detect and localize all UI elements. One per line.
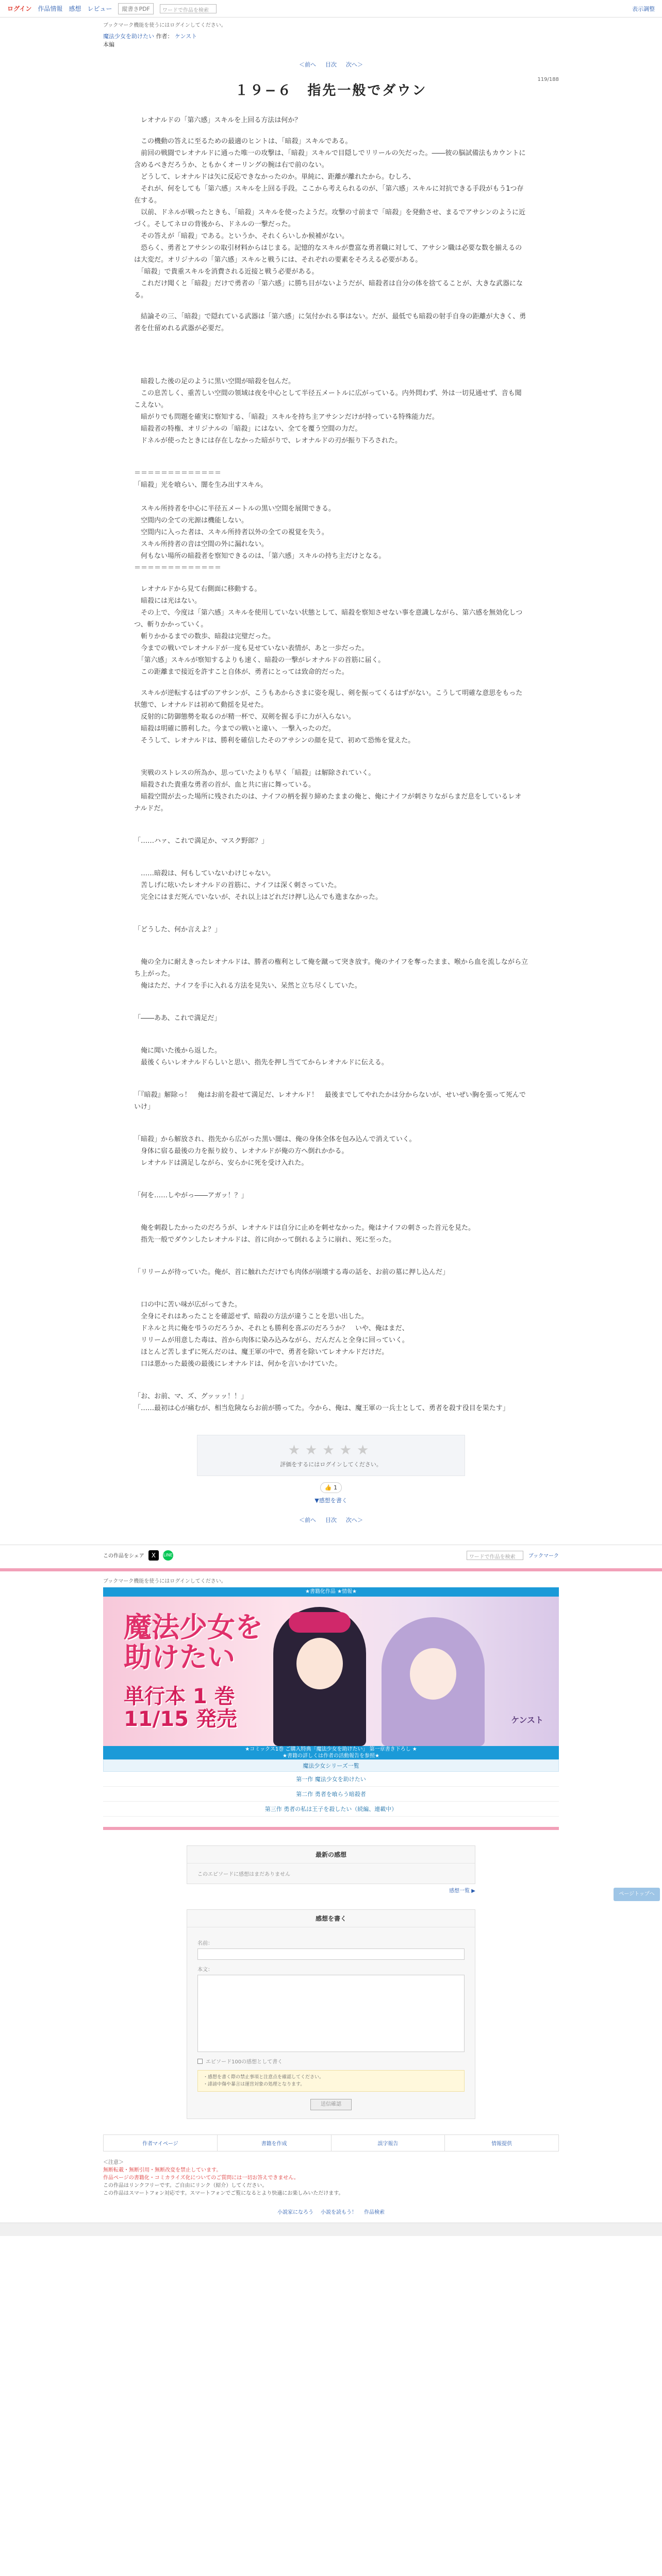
footer-link[interactable]: 小説を読もう！ [321,2210,357,2215]
dialogue: 「お、お前、マ、ズ、グッッッ！！」 [134,1393,247,1400]
paragraph: 暗殺した後の足のように黒い空間が暗殺を包んだ。 この息苦しく、重苦しい空間の領域は夜を中心として半径五メートルに広がっている。内外問わず、外は一切見通せず、音も聞こえない。 暗がりでも問題を確実に察知する、「暗殺」スキルを持ち主アサシンだけが持っている特殊能力だ。 暗殺者の特権、オリジナルの「暗殺」にはない、全てを覆う空間の力だ。 ドネルが使ったときには存在しなかった暗がりで、レオナルドの刃が振り下ろされた。 [134,378,522,445]
footer-note: この作品はリンクフリーです。ご自由にリンク（紹介）してください。 [103,2183,268,2189]
series-item[interactable]: 第二作 勇者を喰らう暗殺者 [103,1787,559,1802]
page-top-button[interactable]: ページトップへ [614,1888,660,1901]
next-link[interactable]: 次へ＞ [346,1517,363,1523]
footer-link[interactable]: 小説家になろう [277,2210,313,2215]
footer-nav-item[interactable]: 誤字報告 [332,2135,445,2151]
latest-impressions [187,1845,475,1884]
search-input[interactable]: ワードで作品を検索 [160,4,217,13]
paragraph: 「暗殺」光を喰らい、闇を生み出すスキル。 スキル所持者を中心に半径五メートルの黒い空間を展開できる。 空間内の全ての光源は機能しない。 空間内に入った者は、スキル所持者以外の全ての視覚を失う。 スキル所持者の音は空間の外に漏れない。 何もない場所の暗殺者を察知できるのは、「第六感」スキルの持ち主だけとなる。 [134,481,386,560]
like-count: 1 [334,1484,338,1491]
banner-footer: ★コミックス1巻 ご購入特典「魔法少女を助けたい」 第一章書き下ろし ★ ★書籍の詳しくは作者の活動報告を参照★ [103,1746,559,1759]
bookmark-login-note: ブックマーク機能を使うにはログインしてください。 [103,1579,226,1584]
like-button[interactable] [320,1482,342,1493]
top-bar [0,0,662,18]
star-icon[interactable]: ★ [288,1443,306,1458]
body-textarea[interactable] [197,1975,465,2052]
paragraph: スキルが逆転するはずのアサシンが、こうもあからさまに姿を現し、剣を振ってくるはずがない。こうして明確な意思をもった状態で、レオナルドは初めて動揺を見せた。 反射的に防御態勢を取るのが精一杯で、双剣を握る手に力が入らない。 暗殺は明確に勝利した。今までの戦いと違い、一撃入ったのだ。 そうして、レオナルドは、勝利を確信したそのアサシンの顔を見て、初めて恐怖を覚えた。 [134,689,523,744]
episode-body [103,114,559,1414]
star-icon[interactable]: ★ [356,1443,374,1458]
x-share-icon[interactable]: X [148,1550,159,1561]
bottom-bar [0,2223,662,2236]
bookmark-login-note: ブックマーク機能を使うにはログインしてください。 [103,23,226,28]
paragraph: 「暗殺」から解放され、指先から広がった黒い闇は、俺の身体全体を包み込んで消えていく。 身体に宿る最後の力を振り絞り、レオナルドが俺の方へ倒れかかる。 レオナルドは満足しながら、安らかに死を受け入れた。 [134,1136,416,1167]
bookmark-button[interactable]: ブックマーク [528,1553,559,1559]
footer-note: この作品はスマートフォン対応です。スマートフォンでご覧になるとより快適にお楽しみいただけます。 [103,2191,344,2196]
banner-logo: ケンスト [511,1715,543,1725]
footer-nav [103,2134,559,2151]
work-title-link[interactable]: 魔法少女を助けたい [103,33,154,40]
page-number: 119/188 [537,77,559,82]
episode-checkbox[interactable] [197,2057,465,2065]
footer-note: 無断転載・無断引用・無断改変を禁止しています。 [103,2167,222,2173]
dialogue: 「何を……しやがっ――アガッ！？」 [134,1192,248,1199]
paragraph: この機動の答えに至るための最適のヒントは、「暗殺」スキルである。 前回の戦闘でレオナルドに通った唯一の攻撃は、「暗殺」スキルで目隠しでリリールの矢だった。――彼の脳試備法もカウントに含めるべきだろうか、ともかくオーリングの腕は右で前のない。 どうして、レオナルドは矢に反応できなかったのか。単純に、距離が離れたから。むしろ、 それが、何をしても「第六感」スキルを上回る手段。ここから考えられるのが、「第六感」スキルに対抗できる手段がもう1つ存在する。 以前、ドネルが戦ったときも、「暗殺」スキルを使ったようだ。攻撃の寸前まで「暗殺」を発動させ、まるでアサシンのように近づく。そしてネロの背後から、ドネルの一撃だった。 その答えが「暗殺」である。というか、それくらいしか候補がない。 恐らく、勇者とアサシンの取引材料からはじまる。記憶的なスキルが豊富な勇者職に対して、アサシン職は必要な数を揃えるのは大変だ。オリジナルの「第六感」スキルと戦うには、それぞれの要素をそろえる必要がある。 「暗殺」で貴重スキルを消費される近接と戦う必要がある。 これだけ聞くと「暗殺」だけで勇者の「第六感」に勝ち目がないようだが、暗殺者は自分の体を捨てることが、大きな武器になる。 [134,138,526,299]
thumbs-up-icon: 👍 [324,1484,332,1491]
pager-bottom [0,1516,662,1524]
body-label: 本文： [197,1967,213,1973]
line-share-icon[interactable]: LINE [163,1550,173,1561]
toc-link[interactable]: 目次 [325,1517,337,1523]
footer-nav-item[interactable]: 情報提供 [491,2141,512,2147]
share-bar [0,1545,662,1565]
series-list [103,1759,559,1817]
checkbox-label: エピソード100の感想として書く [206,2059,283,2065]
dialogue: 「リリームが待っていた。俺が、首に触れただけでも肉体が崩壊する毒の話を、お前の墓に押し込んだ」 [134,1268,450,1276]
author-label: 作者： [156,33,173,40]
notice-line: ・感想を書く際の禁止事項と注意点を確認してください。 [203,2075,324,2080]
login-link[interactable]: ログイン [7,5,32,12]
divider-line [103,1827,559,1830]
nav-link-review[interactable]: レビュー [87,5,112,12]
prev-link[interactable]: ＜前へ [299,1517,316,1523]
character-illustration [273,1607,366,1746]
star-icon[interactable]: ★ [322,1443,340,1458]
episode-title: １９−６ 指先一般でダウン [235,83,427,98]
series-item[interactable]: 第三作 勇者の私は王子を殺したい（続編、連載中） [103,1802,559,1817]
banner-title: 魔法少女を助けたい [124,1611,263,1673]
footer-notes [103,2159,559,2197]
vertical-pdf-button[interactable]: 縦書きPDF [118,3,153,14]
name-label: 名前： [197,1941,213,1946]
paragraph: 口の中に苦い味が広がってきた。 全身にそれはあったことを確認せず、暗殺の方法が違うことを思い出した。 ドネルと共に俺を弔うのだろうか、それとも勝利を喜ぶのだろうか？ いや、俺はまだ、 リリームが用意した毒は、首から肉体に染み込みながら、だんだんと全身に回っていく。 ほとんど苦しまずに死んだのは、魔王軍の中で、勇者を除いてレオナルドだけだ。 口は悪かった最後の最後にレオナルドは、何かを言いかけていた。 [141,1301,409,1368]
search-input[interactable]: ワードで作品を検索 [467,1551,523,1560]
paragraph: レオナルドの「第六感」スキルを上回る方法は何か？ [134,116,302,124]
footer-note: 作品ページの書籍化・コミカライズ化についてのご質問には一切お答えできません。 [103,2175,299,2181]
paragraph: ……暗殺は、何もしていないわけじゃない。 苦しげに呟いたレオナルドの首筋に、ナイフは深く刺さっていた。 完全にはまだ死んでいないが、それ以上はどれだけ押し込んでも進まなかった。 [141,870,383,901]
dialogue: 「『暗殺』解除っ！ 俺はお前を殺せて満足だ、レオナルド！ 最後までしてやれたかは分からないが、せいぜい胸を張って死んでいけ」 [134,1091,526,1111]
paragraph: レオナルドから見て右側面に移動する。 暗殺には光はない。 その上で、今度は「第六感」スキルを使用していない状態として、暗殺を察知させない事を意識しながら、第六感を無効化しつつ、斬りかかっていく。 斬りかかるまでの数歩、暗殺は完璧だった。 今までの戦いでレオナルドが一度も見せていない表情が、あと一歩だった。 「第六感」スキルが察知するよりも速く、暗殺の一撃がレオナルドの首筋に届く。 この距離まで接近を許すこと自体が、勇者にとっては致命的だった。 [134,585,523,676]
impression-form [187,1909,475,2119]
checkbox-icon[interactable] [197,2059,203,2064]
footer-heading: ＜注意＞ [103,2160,124,2165]
impressions-list-link[interactable]: 感想一覧 ▶ [449,1888,475,1894]
name-field[interactable] [197,1948,465,1960]
paragraph: 実戦のストレスの所為か、思っていたよりも早く「暗殺」は解除されていく。 暗殺された貴重な勇者の首が、血と共に宙に舞っている。 暗殺空間が去った場所に残されたのは、ナイフの柄を握り締めたままの俺と、俺にナイフが刺さりながらまだ息をしているレオナルドだ。 [134,769,522,812]
pager-top [0,60,662,69]
impression-form-title: 感想を書く [187,1910,475,1927]
nav-link-work-info[interactable]: 作品情報 [38,5,63,12]
dialogue: 「どうした、何か言えよ？」 [134,926,222,934]
character-illustration [382,1617,485,1746]
form-notice [197,2070,465,2092]
paragraph: 俺に聞いた後から返した。 最後くらいレオナルドらしいと思い、指先を押し当ててからレオナルドに伝える。 [141,1047,388,1066]
chapter-label: 本編 [103,41,114,48]
paragraph: 俺を刺殺したかったのだろうが、レオナルドは自分に止めを刺せなかった。俺はナイフの刺さった首元を見た。 指先一般でダウンしたレオナルドは、首に向かって倒れるように崩れ、死に至った。 [141,1224,475,1244]
footer-links [0,2208,662,2215]
nav-link-impressions[interactable]: 感想 [69,5,81,12]
latest-impressions-title: 最新の感想 [187,1846,475,1863]
notice-line: ・誹謗中傷や暴言は運営対象の処理となります。 [203,2082,305,2087]
series-item[interactable]: 第一作 魔法少女を助けたい [103,1772,559,1787]
book-banner[interactable] [103,1587,559,1759]
release-date: 単行本 1 巻 11/15 発売 [124,1685,237,1731]
episode-container [103,77,559,1414]
breadcrumb [0,28,662,49]
banner-art [103,1597,559,1746]
divider: ＝＝＝＝＝＝＝＝＝＝＝＝＝ [134,469,222,477]
display-settings-link[interactable]: 表示調整 [632,5,655,12]
star-icon[interactable]: ★ [305,1443,323,1458]
footer-link[interactable]: 作品検索 [364,2210,385,2215]
banner-header: ★書籍化作品 ★情報★ [103,1587,559,1597]
divider: ＝＝＝＝＝＝＝＝＝＝＝＝＝ [134,564,222,572]
rating-stars[interactable] [197,1435,465,1476]
star-icon[interactable]: ★ [339,1443,357,1458]
prev-link[interactable]: ＜前へ [299,61,316,68]
paragraph: 俺の全力に耐えきったレオナルドは、勝者の権利として俺を蹴って突き放す。俺のナイフを奪ったまま、喉から血を流しながら立ち上がった。 俺はただ、ナイフを手に入れる方法を見失い、呆然と立ち尽くしていた。 [134,958,528,990]
toc-link[interactable]: 目次 [325,61,337,68]
reaction-area [0,1482,662,1504]
footer-nav-item[interactable]: 書籍を作成 [218,2135,332,2151]
author-link[interactable]: ケンスト [175,33,197,40]
rating-login-note: 評価をするにはログインしてください。 [280,1461,382,1468]
write-impression-link[interactable]: ▼感想を書く [315,1497,347,1504]
share-label: この作品をシェア [103,1553,144,1559]
latest-impressions-empty: このエピソードに感想はまだありません [197,1872,290,1877]
next-link[interactable]: 次へ＞ [346,61,363,68]
footer-nav-item[interactable]: 作者マイページ [104,2135,218,2151]
series-heading: 魔法少女シリーズ一覧 [103,1759,559,1772]
dialogue: 「――ああ、これで満足だ」 [134,1014,221,1022]
dialogue: 「……ハァ、これで満足か、マスク野郎？」 [134,837,269,845]
dialogue: 「……最初は心が痛むが、相当危険ならお前が勝ってた。今から、俺は、魔王軍の一兵士として、勇者を殺す役目を果たす」 [134,1404,509,1412]
submit-button[interactable]: 送信確認 [310,2099,352,2110]
paragraph: 結論その三、「暗殺」で隠れている武器は「第六感」に気付かれる事はない。だが、最低でも暗殺の射手自身の距離が大きく、勇者を仕留めれる武器が必要だ。 [134,313,526,332]
